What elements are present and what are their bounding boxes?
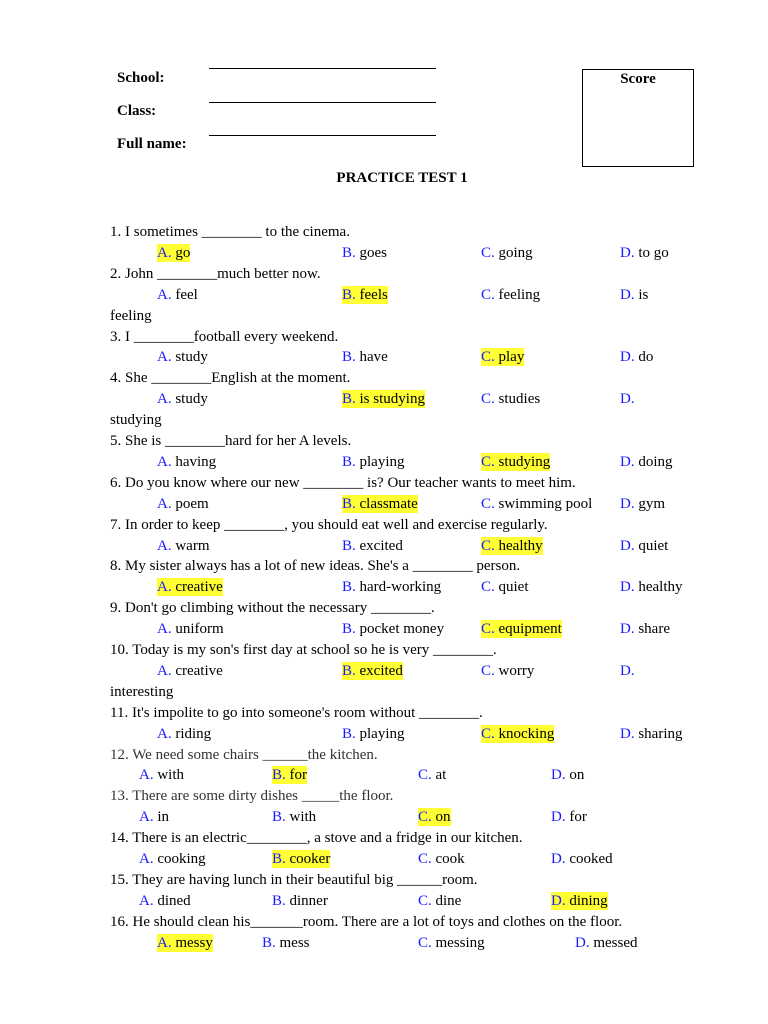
answer-option[interactable] bbox=[620, 348, 653, 366]
option-text: hard-working bbox=[355, 579, 442, 596]
option-text: messed bbox=[589, 934, 638, 951]
option-text: feel bbox=[171, 286, 198, 303]
option-text: on bbox=[565, 767, 585, 784]
option-text: warm bbox=[171, 537, 210, 554]
option-text: cooking bbox=[153, 851, 206, 867]
option-text: cooked bbox=[565, 851, 613, 867]
option-letter: A. bbox=[157, 349, 172, 366]
answer-option[interactable] bbox=[157, 725, 211, 743]
option-text: poem bbox=[171, 495, 209, 512]
option-text: healthy bbox=[634, 579, 683, 596]
option-text: messing bbox=[431, 934, 485, 951]
option-letter: A. bbox=[157, 662, 172, 679]
option-text: with bbox=[285, 809, 317, 826]
option-text: to go bbox=[634, 244, 669, 261]
option-text: creative bbox=[171, 579, 223, 596]
option-text: quiet bbox=[634, 537, 669, 554]
class-label: Class: bbox=[117, 103, 157, 119]
option-text: riding bbox=[171, 725, 212, 742]
answer-option[interactable] bbox=[342, 286, 388, 304]
answer-option[interactable] bbox=[342, 453, 405, 471]
option-letter: A. bbox=[157, 579, 172, 596]
option-letter: B. bbox=[342, 286, 356, 303]
option-text: uniform bbox=[171, 621, 224, 638]
option-text: share bbox=[634, 621, 670, 638]
option-letter: A. bbox=[157, 286, 172, 303]
option-letter: B. bbox=[272, 767, 286, 784]
option-letter: C. bbox=[481, 244, 495, 261]
option-text: playing bbox=[355, 725, 405, 742]
option-text: go bbox=[171, 244, 191, 261]
option-letter: C. bbox=[481, 537, 495, 554]
question-text: 2. John ________much better now. bbox=[110, 265, 321, 282]
answer-option[interactable] bbox=[342, 620, 444, 638]
answer-option[interactable] bbox=[157, 390, 208, 408]
question-text: 12. We need some chairs ______the kitchen. bbox=[110, 746, 378, 763]
option-letter: B. bbox=[342, 621, 356, 638]
option-text: play bbox=[494, 349, 525, 366]
option-text: for bbox=[565, 809, 587, 826]
answer-option[interactable] bbox=[139, 892, 191, 910]
answer-option[interactable] bbox=[157, 537, 210, 555]
option-letter: A. bbox=[139, 767, 154, 784]
option-letter: B. bbox=[272, 851, 286, 867]
option-text: swimming pool bbox=[494, 495, 593, 512]
answer-option[interactable] bbox=[157, 453, 216, 471]
option-text: with bbox=[153, 767, 185, 784]
answer-option[interactable] bbox=[481, 495, 592, 513]
option-letter: B. bbox=[342, 495, 356, 512]
answer-option[interactable] bbox=[418, 766, 446, 784]
option-text: sharing bbox=[634, 725, 683, 742]
option-letter: D. bbox=[575, 934, 590, 951]
fullname-label: Full name: bbox=[117, 136, 187, 152]
option-letter: D. bbox=[620, 579, 635, 596]
option-wrap-text: studying bbox=[110, 412, 162, 429]
answer-option[interactable] bbox=[620, 453, 673, 471]
option-text: creative bbox=[171, 662, 223, 679]
school-field[interactable] bbox=[209, 68, 436, 69]
answer-option[interactable] bbox=[418, 934, 485, 952]
option-text: messy bbox=[171, 934, 213, 951]
option-letter: D. bbox=[551, 851, 566, 867]
answer-option[interactable] bbox=[157, 286, 198, 304]
answer-option[interactable] bbox=[551, 766, 584, 784]
option-text: cook bbox=[431, 851, 465, 867]
answer-option[interactable] bbox=[139, 850, 206, 868]
option-letter: A. bbox=[157, 244, 172, 261]
option-text: equipment bbox=[494, 621, 562, 638]
option-letter: B. bbox=[342, 579, 356, 596]
option-letter: D. bbox=[620, 244, 635, 261]
answer-option[interactable] bbox=[342, 578, 441, 596]
option-text: dining bbox=[565, 892, 608, 909]
option-text: feels bbox=[355, 286, 388, 303]
answer-option[interactable] bbox=[620, 286, 648, 304]
option-letter: C. bbox=[418, 809, 432, 826]
answer-option[interactable] bbox=[342, 725, 405, 743]
answer-option[interactable] bbox=[272, 766, 307, 784]
option-letter: C. bbox=[481, 579, 495, 596]
option-text: have bbox=[355, 349, 388, 366]
option-wrap-text: feeling bbox=[110, 307, 152, 324]
answer-option[interactable] bbox=[342, 348, 388, 366]
option-letter: C. bbox=[481, 286, 495, 303]
option-letter: B. bbox=[342, 244, 356, 261]
option-text: excited bbox=[355, 537, 403, 554]
option-letter: A. bbox=[139, 851, 154, 867]
option-text: feeling bbox=[494, 286, 541, 303]
question-text: 14. There is an electric________, a stove and a fridge in our kitchen. bbox=[110, 830, 523, 847]
option-letter: D. bbox=[620, 662, 635, 679]
option-letter: B. bbox=[342, 725, 356, 742]
option-letter: D. bbox=[551, 892, 566, 909]
option-text: gym bbox=[634, 495, 666, 512]
option-text: having bbox=[171, 453, 217, 470]
option-text: knocking bbox=[494, 725, 555, 742]
class-field[interactable] bbox=[209, 102, 436, 103]
answer-option[interactable] bbox=[157, 934, 213, 952]
option-letter: D. bbox=[551, 809, 566, 826]
option-letter: A. bbox=[139, 892, 154, 909]
option-text: cooker bbox=[285, 851, 331, 867]
option-text: worry bbox=[494, 662, 535, 679]
answer-option[interactable] bbox=[481, 244, 533, 262]
option-text: dinner bbox=[285, 892, 328, 909]
answer-option[interactable] bbox=[262, 934, 310, 952]
answer-option[interactable] bbox=[620, 578, 683, 596]
answer-option[interactable] bbox=[481, 348, 524, 366]
option-text: do bbox=[634, 349, 654, 366]
option-letter: B. bbox=[342, 662, 356, 679]
answer-option[interactable] bbox=[272, 892, 328, 910]
option-letter: D. bbox=[551, 767, 566, 784]
score-label: Score bbox=[620, 71, 656, 87]
option-letter: D. bbox=[620, 495, 635, 512]
option-letter: B. bbox=[342, 453, 356, 470]
answer-option[interactable] bbox=[551, 892, 608, 910]
option-text: in bbox=[153, 809, 170, 826]
option-letter: C. bbox=[481, 662, 495, 679]
option-letter: C. bbox=[418, 767, 432, 784]
answer-option[interactable] bbox=[481, 537, 543, 555]
option-letter: B. bbox=[342, 349, 356, 366]
answer-option[interactable] bbox=[157, 495, 209, 513]
answer-option[interactable] bbox=[272, 808, 316, 826]
option-text: studies bbox=[494, 391, 541, 408]
answer-option[interactable] bbox=[481, 453, 550, 471]
answer-option[interactable] bbox=[157, 662, 223, 680]
answer-option[interactable] bbox=[342, 537, 403, 555]
option-letter: C. bbox=[481, 725, 495, 742]
option-text: going bbox=[494, 244, 533, 261]
answer-option[interactable] bbox=[481, 390, 540, 408]
option-text: mess bbox=[275, 934, 310, 951]
option-text: excited bbox=[355, 662, 403, 679]
page-title: PRACTICE TEST 1 bbox=[336, 170, 468, 186]
answer-option[interactable] bbox=[342, 390, 425, 408]
answer-option[interactable] bbox=[157, 620, 224, 638]
option-text: dined bbox=[153, 892, 191, 909]
option-wrap-text: interesting bbox=[110, 683, 174, 700]
option-text: study bbox=[171, 391, 208, 408]
option-text: quiet bbox=[494, 579, 529, 596]
option-letter: B. bbox=[342, 391, 356, 408]
option-text: is bbox=[634, 286, 649, 303]
option-text: classmate bbox=[355, 495, 418, 512]
option-letter: D. bbox=[620, 725, 635, 742]
answer-option[interactable] bbox=[342, 244, 387, 262]
option-text: studying bbox=[494, 453, 551, 470]
answer-option[interactable] bbox=[620, 620, 670, 638]
answer-option[interactable] bbox=[620, 537, 668, 555]
option-text: for bbox=[285, 767, 308, 784]
option-letter: B. bbox=[272, 892, 286, 909]
question-text: 6. Do you know where our new ________ is? Our teacher wants to meet him. bbox=[110, 474, 576, 491]
answer-option[interactable] bbox=[481, 620, 562, 638]
question-text: 1. I sometimes ________ to the cinema. bbox=[110, 224, 350, 240]
option-letter: C. bbox=[481, 391, 495, 408]
option-letter: A. bbox=[157, 725, 172, 742]
option-text: dine bbox=[431, 892, 462, 909]
option-letter: D. bbox=[620, 391, 635, 408]
answer-option[interactable] bbox=[157, 348, 208, 366]
option-letter: A. bbox=[157, 621, 172, 638]
option-letter: A. bbox=[157, 391, 172, 408]
option-letter: A. bbox=[139, 809, 154, 826]
answer-option[interactable] bbox=[157, 578, 223, 596]
option-text: pocket money bbox=[355, 621, 445, 638]
answer-option[interactable] bbox=[418, 850, 465, 868]
answer-option[interactable] bbox=[418, 808, 451, 826]
option-letter: D. bbox=[620, 621, 635, 638]
option-letter: A. bbox=[157, 934, 172, 951]
answer-option[interactable] bbox=[342, 662, 403, 680]
answer-option[interactable] bbox=[620, 662, 635, 680]
option-text: is studying bbox=[355, 391, 425, 408]
answer-option[interactable] bbox=[481, 286, 540, 304]
option-letter: B. bbox=[272, 809, 286, 826]
option-text: healthy bbox=[494, 537, 543, 554]
option-text: playing bbox=[355, 453, 405, 470]
question-text: 9. Don't go climbing without the necessary ________. bbox=[110, 600, 435, 617]
option-text: doing bbox=[634, 453, 673, 470]
question-text: 5. She is ________hard for her A levels. bbox=[110, 433, 352, 449]
option-letter: D. bbox=[620, 349, 635, 366]
option-letter: A. bbox=[157, 537, 172, 554]
answer-option[interactable] bbox=[481, 725, 554, 743]
answer-option[interactable] bbox=[620, 244, 669, 262]
question-text: 10. Today is my son's first day at school so he is very ________. bbox=[110, 642, 497, 658]
fullname-field[interactable] bbox=[209, 135, 436, 136]
option-letter: C. bbox=[481, 621, 495, 638]
option-letter: B. bbox=[262, 934, 276, 951]
option-text: study bbox=[171, 349, 208, 366]
school-label: School: bbox=[117, 70, 165, 86]
option-text: on bbox=[431, 809, 451, 826]
option-letter: A. bbox=[157, 453, 172, 470]
question-text: 15. They are having lunch in their beautiful big ______room. bbox=[110, 871, 478, 888]
question-text: 11. It's impolite to go into someone's room without ________. bbox=[110, 704, 483, 721]
score-box bbox=[582, 69, 694, 167]
option-letter: C. bbox=[481, 453, 495, 470]
answer-option[interactable] bbox=[551, 850, 613, 868]
answer-option[interactable] bbox=[481, 662, 534, 680]
option-letter: C. bbox=[481, 495, 495, 512]
answer-option[interactable] bbox=[620, 725, 683, 743]
option-letter: D. bbox=[620, 453, 635, 470]
option-letter: A. bbox=[157, 495, 172, 512]
answer-option[interactable] bbox=[620, 390, 635, 408]
question-text: 7. In order to keep ________, you should eat well and exercise regularly. bbox=[110, 516, 548, 533]
option-text: goes bbox=[355, 244, 388, 261]
option-letter: D. bbox=[620, 286, 635, 303]
question-text: 8. My sister always has a lot of new ideas. She's a ________ person. bbox=[110, 558, 521, 575]
question-text: 4. She ________English at the moment. bbox=[110, 370, 351, 387]
option-letter: C. bbox=[481, 349, 495, 366]
answer-option[interactable] bbox=[139, 808, 169, 826]
option-letter: C. bbox=[418, 892, 432, 909]
option-letter: D. bbox=[620, 537, 635, 554]
option-text: at bbox=[431, 767, 447, 784]
option-letter: B. bbox=[342, 537, 356, 554]
answer-option[interactable] bbox=[551, 808, 587, 826]
question-text: 16. He should clean his_______room. There are a lot of toys and clothes on the floor. bbox=[110, 913, 623, 930]
option-letter: C. bbox=[418, 934, 432, 951]
answer-option[interactable] bbox=[342, 495, 418, 513]
answer-option[interactable] bbox=[272, 850, 330, 868]
answer-option[interactable] bbox=[157, 244, 190, 262]
answer-option[interactable] bbox=[575, 934, 638, 952]
question-text: 3. I ________football every weekend. bbox=[110, 328, 339, 345]
answer-option[interactable] bbox=[481, 578, 529, 596]
question-text: 13. There are some dirty dishes _____the floor. bbox=[110, 788, 394, 805]
answer-option[interactable] bbox=[139, 766, 184, 784]
option-letter: C. bbox=[418, 851, 432, 867]
answer-option[interactable] bbox=[418, 892, 461, 910]
answer-option[interactable] bbox=[620, 495, 665, 513]
